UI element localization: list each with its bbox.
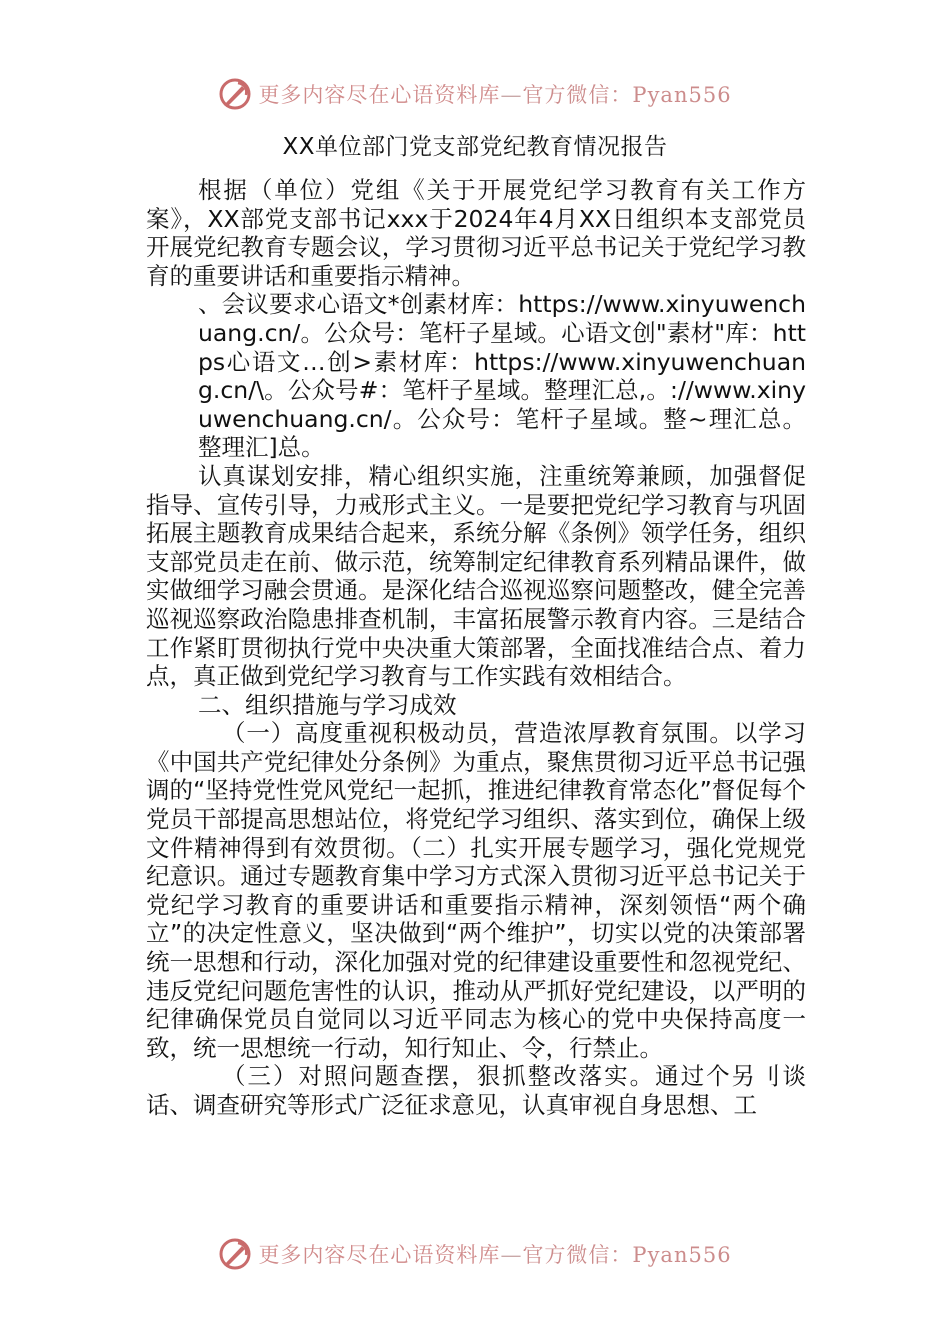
watermark-banner-top (0, 72, 950, 116)
paragraph-plan: 认真谋划安排，精心组织实施，注重统筹兼顾，加强督促指导、宣传引导，力戒形式主义。一是要把党纪学习教育与巩固拓展主题教育成果结合起来，系统分解《条例》领学任务，组织支部党员走在前、做示范，统筹制定纪律教育系列精品课件，做实做细学习融会贯通。是深化结合巡视巡察问题整改，健全完善巡视巡察政治隐患排查机制，丰富拓展警示教育内容。三是结合工作紧盯贯彻执行党中央决重大策部署，全面找准结合点、着力点，真正做到党纪学习教育与工作实践有效相结合。 (146, 461, 806, 691)
pen-logo-icon (218, 77, 252, 111)
paragraph-intro: 根据（单位）党组《关于开展党纪学习教育有关工作方案》，XX部党支部书记xxx于2024年4月XX日组织本支部党员开展党纪教育专题会议，学习贯彻习近平总书记关于党纪学习教育的重要讲话和重要指示精神。 (146, 176, 806, 290)
document-body (146, 176, 806, 1120)
document-title: XX单位部门党支部党纪教育情况报告 (282, 134, 668, 160)
paragraph-rectification: （三）对照问题查摆，狠抓整改落实。通过个另刂谈话、调查研究等形式广泛征求意见，认真审视自身思想、工 (146, 1062, 806, 1119)
watermark-text: 更多内容尽在心语资料库—官方微信：Pyan556 (258, 83, 732, 107)
paragraph-noise: 、会议要求心语文*创素材库：https://www.xinyuwenchuang.cn/。公众号：笔杆子星域。心语文创"素材"库：https心语文…创>素材库：https://www.xinyuwenchuang.cn/\。公众号#：笔杆子星域。整理汇总,。://www.xinyuwenchuang.cn/。公众号：笔杆子星域。整~理汇总。整理汇]总。 (198, 290, 806, 462)
watermark-noise-block (146, 290, 806, 462)
section-heading-2: 二、组织措施与学习成效 (198, 690, 457, 719)
pen-logo-icon (218, 1237, 252, 1271)
watermark-banner-bottom (0, 1232, 950, 1276)
watermark-text: 更多内容尽在心语资料库—官方微信：Pyan556 (258, 1243, 732, 1267)
paragraph-measures: （一）高度重视积极动员，营造浓厚教育氛围。以学习《中国共产党纪律处分条例》为重点，聚焦贯彻习近平总书记强调的“坚持党性党风党纪一起抓，推进纪律教育常态化”督促每个党员干部提高思想站位，将党纪学习组织、落实到位，确保上级文件精神得到有效贯彻。（二）扎实开展专题学习，强化党规党纪意识。通过专题教育集中学习方式深入贯彻习近平总书记关于党纪学习教育的重要讲话和重要指示精神，深刻领悟“两个确立”的决定性意义，坚决做到“两个维护”，切实以党的决策部署统一思想和行动，深化加强对党的纪律建设重要性和忽视党纪、违反党纪问题危害性的认识，推动从严抓好党纪建设，以严明的纪律确保党员自觉同以习近平同志为核心的党中央保持高度一致，统一思想统一行动，知行知止、令，行禁止。 (146, 719, 806, 1062)
